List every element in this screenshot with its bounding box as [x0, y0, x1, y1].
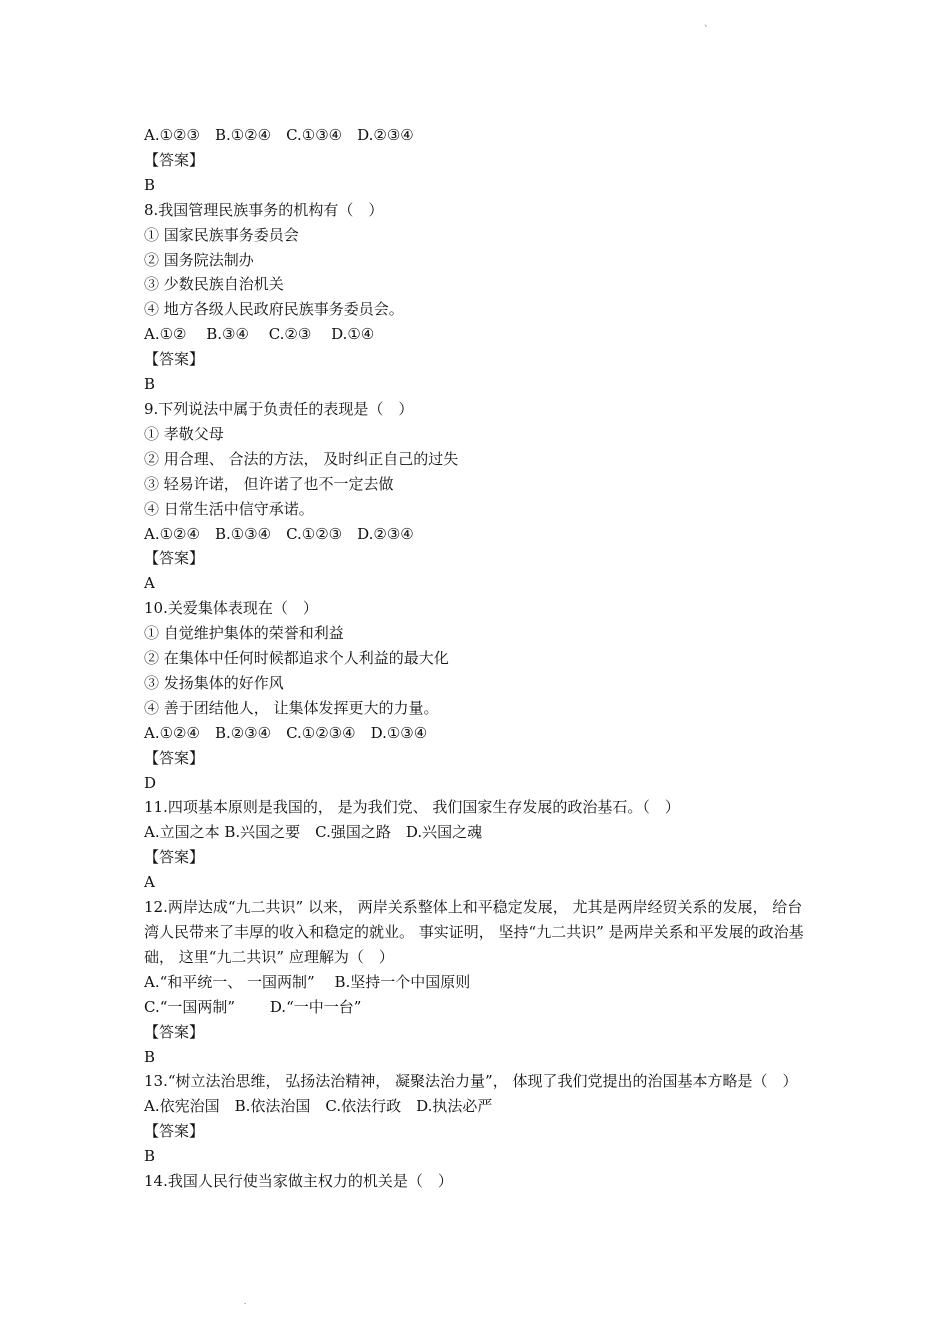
q11-answer-heading: 【答案】	[144, 848, 205, 867]
q9-stem: 9.下列说法中属于负责任的表现是（ ）	[144, 399, 414, 418]
q8-item-4: ④ 地方各级人民政府民族事务委员会。	[144, 300, 404, 319]
q12-options-cd: C.“一国两制” D.“一中一台”	[144, 997, 362, 1016]
q12-answer-heading: 【答案】	[144, 1022, 205, 1041]
header-mark: 、	[704, 18, 714, 28]
q11-options: A.立国之本 B.兴国之要 C.强国之路 D.兴国之魂	[144, 823, 483, 842]
q10-options: A.①②④ B.②③④ C.①②③④ D.①③④	[144, 723, 428, 742]
document-body	[144, 123, 810, 1194]
q9-item-2: ② 用合理、 合法的方法， 及时纠正自己的过失	[144, 449, 459, 468]
q8-options: A.①② B.③④ C.②③ D.①④	[144, 325, 375, 344]
q12-stem: 12.两岸达成“九二共识” 以来， 两岸关系整体上和平稳定发展， 尤其是两岸经贸关系的发展， 给台湾人民带来了丰厚的收入和稳定的就业。 事实证明， 坚持“九二共识” 是两岸关系和平发展的政治基础， 这里“九二共识” 应理解为（ ）	[144, 898, 804, 966]
q8-answer: B	[144, 375, 156, 394]
q13-options: A.依宪治国 B.依法治国 C.依法行政 D.执法必严	[144, 1097, 493, 1116]
q9-item-3: ③ 轻易许诺， 但许诺了也不一定去做	[144, 474, 394, 493]
q8-item-1: ① 国家民族事务委员会	[144, 225, 299, 244]
q9-item-1: ① 孝敬父母	[144, 424, 224, 443]
q10-answer-heading: 【答案】	[144, 748, 205, 767]
q8-answer-heading: 【答案】	[144, 350, 205, 369]
q10-item-1: ① 自觉维护集体的荣誉和利益	[144, 624, 344, 643]
q11-stem: 11.四项基本原则是我国的， 是为我们党、 我们国家生存发展的政治基石。（ ）	[144, 798, 680, 817]
q10-answer: D	[144, 773, 157, 792]
q9-options: A.①②④ B.①③④ C.①②③ D.②③④	[144, 524, 414, 543]
q13-answer: B	[144, 1147, 156, 1166]
q12-options-ab: A.“和平统一、 一国两制” B.坚持一个中国原则	[144, 972, 471, 991]
q12-answer: B	[144, 1047, 156, 1066]
footer-mark: .	[244, 1296, 247, 1306]
q9-answer-heading: 【答案】	[144, 549, 205, 568]
q7-answer-heading: 【答案】	[144, 150, 205, 169]
q10-stem: 10.关爱集体表现在（ ）	[144, 599, 318, 618]
q10-item-4: ④ 善于团结他人， 让集体发挥更大的力量。	[144, 698, 439, 717]
q8-item-3: ③ 少数民族自治机关	[144, 275, 284, 294]
q11-answer: A	[144, 873, 155, 892]
q8-stem: 8.我国管理民族事务的机构有（ ）	[144, 200, 384, 219]
q9-answer: A	[144, 574, 155, 593]
q8-item-2: ② 国务院法制办	[144, 250, 254, 269]
q9-item-4: ④ 日常生活中信守承诺。	[144, 499, 314, 518]
q7-answer: B	[144, 175, 156, 194]
q13-stem: 13.“树立法治思维， 弘扬法治精神， 凝聚法治力量”， 体现了我们党提出的治国基本方略是（ ）	[144, 1072, 798, 1091]
q13-answer-heading: 【答案】	[144, 1122, 205, 1141]
q10-item-2: ② 在集体中任何时候都追求个人利益的最大化	[144, 649, 449, 668]
q7-options: A.①②③ B.①②④ C.①③④ D.②③④	[144, 126, 414, 144]
q14-stem: 14.我国人民行使当家做主权力的机关是（ ）	[144, 1172, 453, 1191]
q10-item-3: ③ 发扬集体的好作风	[144, 673, 284, 692]
